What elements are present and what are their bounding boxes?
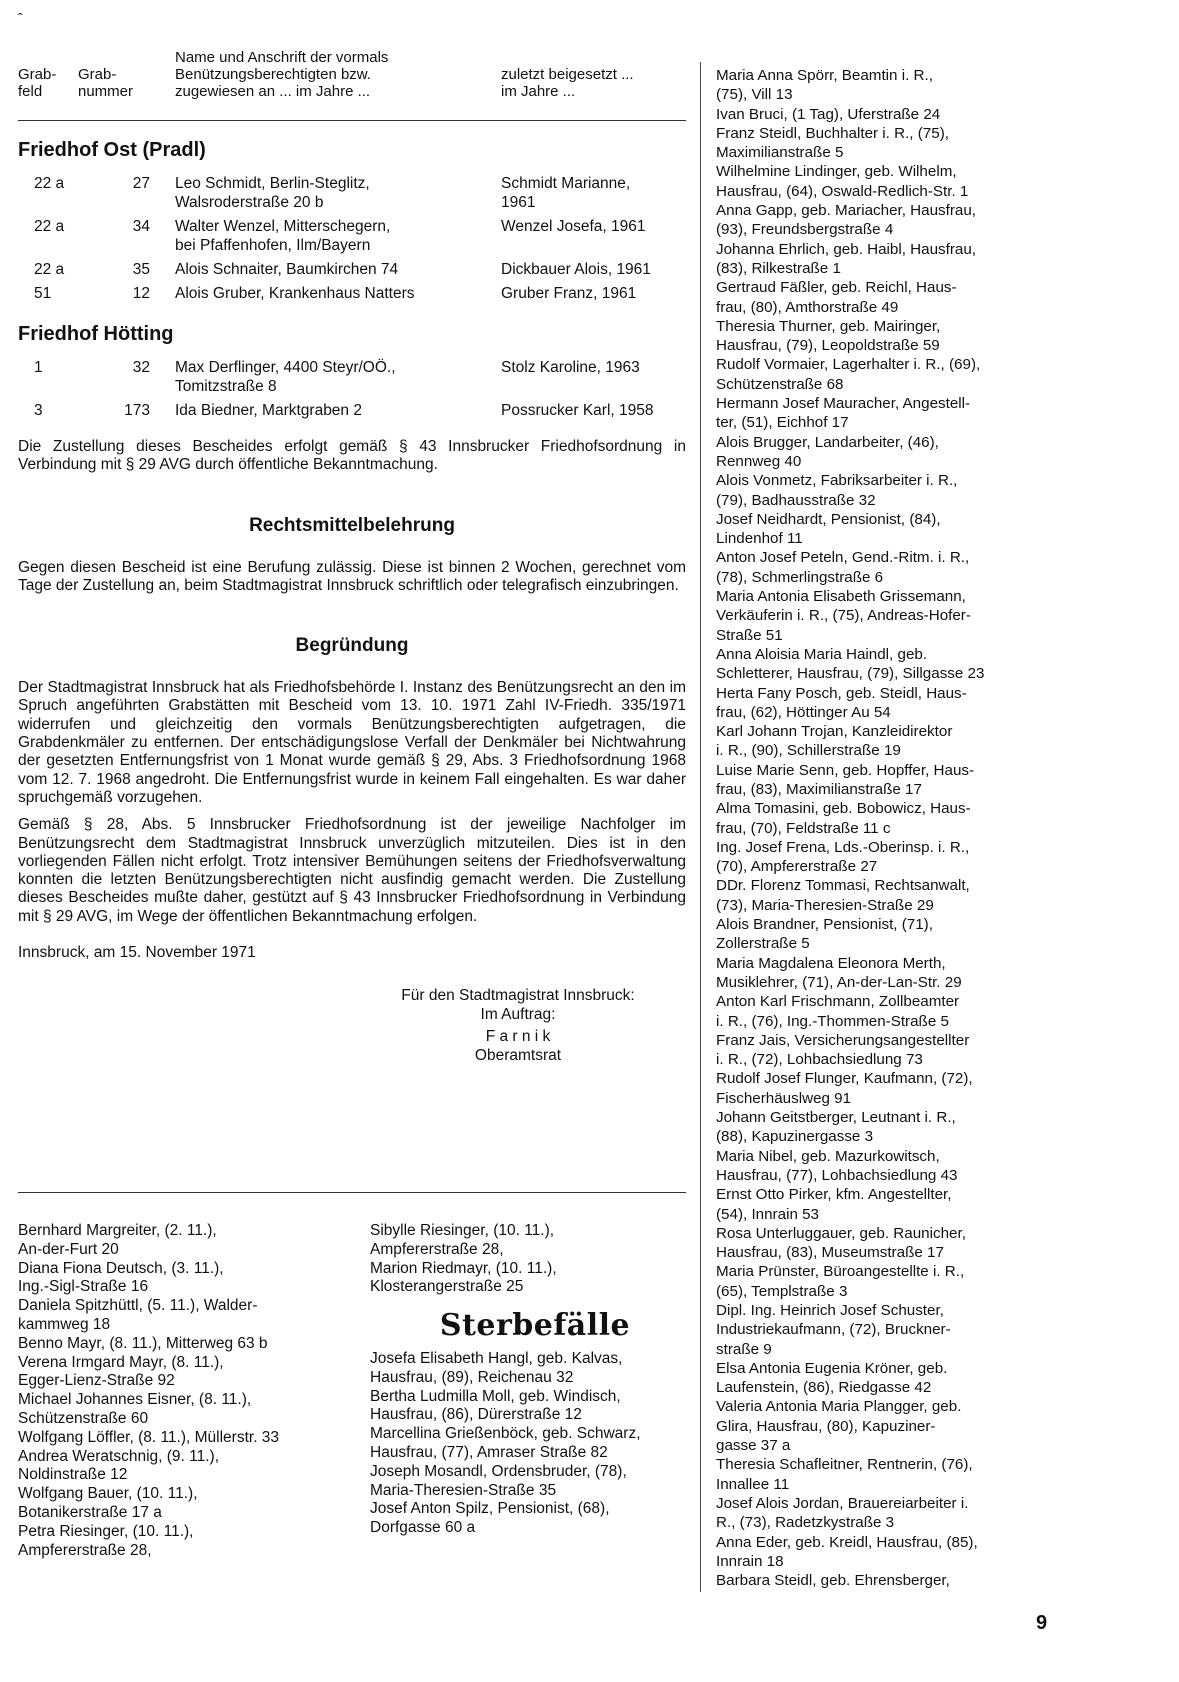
entry-line: Daniela Spitzhüttl, (5. 11.), Walder- bbox=[18, 1297, 258, 1315]
death-entry bbox=[716, 1224, 1056, 1263]
death-entry bbox=[716, 162, 1056, 201]
birth-entry bbox=[18, 1222, 338, 1260]
death-entry bbox=[716, 1108, 1056, 1147]
section-title-pradl: Friedhof Ost (Pradl) bbox=[18, 139, 206, 161]
entry-line: frau, (62), Höttinger Au 54 bbox=[716, 703, 891, 721]
entry-line: R., (73), Radetzkystraße 3 bbox=[716, 1514, 895, 1532]
entry-line: Andrea Weratschnig, (9. 11.), bbox=[18, 1447, 220, 1465]
death-entry bbox=[716, 1185, 1056, 1224]
entry-line: Noldinstraße 12 bbox=[18, 1466, 128, 1484]
begruendung-paragraph-2: Gemäß § 28, Abs. 5 Innsbrucker Friedhofsordnung ist der jeweilige Nachfolger im Benützungsrecht dem Stadtmagistrat Innsbruck unverzüglich mitzuteilen. Dies ist in den vorliegenden Fällen nicht erfolgt. Trotz intensiver Bemühungen seitens der Friedhofsverwaltung konnten die letzten Benützungsberechtigten nicht ausfindig gemacht werden. Die Zustellung dieses Bescheides mußte daher, gestützt auf § 43 Innsbrucker Friedhofsordnung in Verbindung mit § 29 AVG, im Wege der öffentlichen Bekanntmachung erfolgen. bbox=[18, 816, 686, 925]
death-entry bbox=[716, 684, 1056, 723]
entry-line: Hausfrau, (77), Amraser Straße 82 bbox=[370, 1443, 608, 1461]
grab-name-address bbox=[175, 284, 475, 303]
birth-entry bbox=[18, 1448, 338, 1486]
last-buried-line: Dickbauer Alois, 1961 bbox=[501, 261, 651, 278]
header-text: Grab- bbox=[78, 66, 117, 83]
grab-nummer: 12 bbox=[132, 285, 150, 302]
entry-line: Anton Karl Frischmann, Zollbeamter bbox=[716, 993, 960, 1011]
entry-line: (79), Badhausstraße 32 bbox=[716, 491, 876, 509]
bottom-section bbox=[18, 1192, 686, 1559]
death-entry bbox=[370, 1388, 700, 1426]
last-buried-line: Possrucker Karl, 1958 bbox=[501, 402, 654, 419]
sterbefaelle-heading: Sterbefälle bbox=[439, 1308, 631, 1344]
death-entry bbox=[716, 1031, 1056, 1070]
signature-block bbox=[368, 986, 668, 1065]
entry-line: Dorfgasse 60 a bbox=[370, 1519, 476, 1537]
entry-line: Josefa Elisabeth Hangl, geb. Kalvas, bbox=[370, 1349, 623, 1367]
entry-line: Innrain 18 bbox=[716, 1552, 784, 1570]
name-line: Alois Gruber, Krankenhaus Natters bbox=[175, 285, 415, 302]
entry-line: Diana Fiona Deutsch, (3. 11.), bbox=[18, 1259, 224, 1277]
entry-line: (88), Kapuzinergasse 3 bbox=[716, 1128, 874, 1146]
name-line: Leo Schmidt, Berlin-Steglitz, bbox=[175, 175, 370, 192]
last-buried-line: Gruber Franz, 1961 bbox=[501, 285, 637, 302]
header-text: zuletzt beigesetzt ... bbox=[501, 66, 634, 83]
death-entry bbox=[716, 278, 1056, 317]
birth-entry bbox=[370, 1222, 700, 1260]
entry-line: Maria Anna Spörr, Beamtin i. R., bbox=[716, 67, 933, 84]
death-entry bbox=[716, 799, 1056, 838]
left-column bbox=[18, 49, 686, 1065]
grab-feld: 1 bbox=[34, 359, 43, 376]
birth-entry bbox=[370, 1260, 700, 1298]
grab-feld: 51 bbox=[34, 285, 52, 302]
last-buried-line: 1961 bbox=[501, 194, 536, 211]
death-entry bbox=[716, 471, 1056, 510]
entry-line: Wilhelmine Lindinger, geb. Wilhelm, bbox=[716, 163, 957, 181]
entry-line: Verena Irmgard Mayr, (8. 11.), bbox=[18, 1353, 224, 1371]
entry-line: Rudolf Josef Flunger, Kaufmann, (72), bbox=[716, 1070, 973, 1088]
entry-line: frau, (83), Maximilianstraße 17 bbox=[716, 780, 922, 798]
header-text: Grab- bbox=[18, 66, 57, 83]
entry-line: Josef Anton Spilz, Pensionist, (68), bbox=[370, 1500, 610, 1518]
grab-name-address bbox=[175, 174, 475, 212]
entry-line: Hausfrau, (83), Museumstraße 17 bbox=[716, 1244, 944, 1262]
name-line: Walter Wenzel, Mitterschegern, bbox=[175, 218, 391, 235]
entry-line: Petra Riesinger, (10. 11.), bbox=[18, 1522, 194, 1540]
name-line: Ida Biedner, Marktgraben 2 bbox=[175, 402, 362, 419]
entry-line: Hausfrau, (86), Dürerstraße 12 bbox=[370, 1406, 582, 1424]
grave-table-hoetting bbox=[18, 358, 686, 420]
entry-line: Michael Johannes Eisner, (8. 11.), bbox=[18, 1391, 252, 1409]
header-rule bbox=[18, 120, 686, 121]
last-buried bbox=[501, 401, 691, 420]
header-text: nummer bbox=[78, 83, 134, 100]
entry-line: Luise Marie Senn, geb. Hopffer, Haus- bbox=[716, 761, 975, 779]
entry-line: Dipl. Ing. Heinrich Josef Schuster, bbox=[716, 1302, 944, 1319]
entry-line: Maria Antonia Elisabeth Grissemann, bbox=[716, 588, 966, 606]
entry-line: Bertha Ludmilla Moll, geb. Windisch, bbox=[370, 1387, 621, 1405]
entry-line: frau, (70), Feldstraße 11 c bbox=[716, 819, 891, 837]
entry-line: Hausfrau, (89), Reichenau 32 bbox=[370, 1368, 574, 1386]
death-entry bbox=[716, 201, 1056, 240]
grab-nummer: 35 bbox=[132, 261, 150, 278]
entry-line: Anna Aloisia Maria Haindl, geb. bbox=[716, 645, 928, 663]
entry-line: Anton Josef Peteln, Gend.-Ritm. i. R., bbox=[716, 549, 970, 567]
last-buried bbox=[501, 174, 691, 212]
table-row bbox=[18, 174, 686, 212]
entry-line: Musiklehrer, (71), An-der-Lan-Str. 29 bbox=[716, 973, 962, 991]
entry-line: Zollerstraße 5 bbox=[716, 935, 810, 953]
last-buried bbox=[501, 358, 691, 377]
entry-line: Marcellina Grießenböck, geb. Schwarz, bbox=[370, 1425, 641, 1443]
table-row bbox=[18, 217, 686, 255]
page-number: 9 bbox=[1036, 1612, 1048, 1634]
entry-line: (83), Rilkestraße 1 bbox=[716, 259, 841, 277]
entry-line: Alois Brandner, Pensionist, (71), bbox=[716, 916, 933, 934]
death-entry bbox=[716, 548, 1056, 587]
name-line: Alois Schnaiter, Baumkirchen 74 bbox=[175, 261, 399, 278]
entry-line: Schützenstraße 60 bbox=[18, 1409, 149, 1427]
entry-line: Ampfererstraße 28, bbox=[18, 1541, 152, 1559]
death-entry bbox=[716, 838, 1056, 877]
grab-nummer: 173 bbox=[124, 402, 150, 419]
entry-line: Hermann Josef Mauracher, Angestell- bbox=[716, 395, 971, 413]
entry-line: Rudolf Vormaier, Lagerhalter i. R., (69), bbox=[716, 356, 981, 374]
entry-line: Josef Alois Jordan, Brauereiarbeiter i. bbox=[716, 1494, 969, 1512]
entry-line: Theresia Schafleitner, Rentnerin, (76), bbox=[716, 1456, 973, 1474]
death-entry bbox=[716, 645, 1056, 684]
entry-line: Hausfrau, (64), Oswald-Redlich-Str. 1 bbox=[716, 182, 969, 200]
entry-line: Johanna Ehrlich, geb. Haibl, Hausfrau, bbox=[716, 240, 977, 258]
entry-line: Klosterangerstraße 25 bbox=[370, 1278, 524, 1296]
signature-title: Oberamtsrat bbox=[474, 1047, 562, 1065]
grab-nummer: 34 bbox=[132, 218, 150, 235]
entry-line: Innallee 11 bbox=[716, 1475, 790, 1493]
grab-nummer: 27 bbox=[132, 175, 150, 192]
grab-feld: 22 a bbox=[34, 218, 65, 235]
table-row bbox=[18, 401, 686, 420]
entry-line: kammweg 18 bbox=[18, 1315, 111, 1333]
entry-line: Franz Jais, Versicherungsangestellter bbox=[716, 1031, 970, 1049]
deaths-list-right bbox=[716, 66, 1056, 1590]
death-entry bbox=[716, 1533, 1056, 1572]
death-entry bbox=[716, 66, 1056, 105]
entry-line: Ing. Josef Frena, Lds.-Oberinsp. i. R., bbox=[716, 838, 970, 856]
grab-name-address bbox=[175, 401, 475, 420]
entry-line: Anna Gapp, geb. Mariacher, Hausfrau, bbox=[716, 202, 977, 220]
death-entry bbox=[716, 954, 1056, 993]
entry-line: Sibylle Riesinger, (10. 11.), bbox=[370, 1222, 555, 1239]
death-entry bbox=[716, 722, 1056, 761]
death-entry bbox=[370, 1425, 700, 1463]
header-text: Benützungsberechtigten bzw. bbox=[175, 66, 371, 83]
entry-line: Rosa Unterluggauer, geb. Raunicher, bbox=[716, 1224, 966, 1242]
entry-line: frau, (80), Amthorstraße 49 bbox=[716, 298, 899, 316]
death-entry bbox=[716, 1359, 1056, 1398]
rechtsmittel-paragraph: Gegen diesen Bescheid ist eine Berufung zulässig. Diese ist binnen 2 Wochen, gerechnet vom Tage der Zustellung an, beim Stadtmagistrat Innsbruck schriftlich oder telegrafisch einzubringen. bbox=[18, 558, 686, 594]
header-name bbox=[175, 49, 388, 100]
entry-line: Wolfgang Löffler, (8. 11.), Müllerstr. 33 bbox=[18, 1428, 280, 1446]
entry-line: Franz Steidl, Buchhalter i. R., (75), bbox=[716, 124, 949, 142]
death-entry bbox=[716, 1571, 1056, 1590]
entry-line: Gertraud Fäßler, geb. Reichl, Haus- bbox=[716, 279, 957, 297]
entry-line: straße 9 bbox=[716, 1340, 772, 1358]
table-row bbox=[18, 260, 686, 279]
column-divider bbox=[700, 62, 701, 1592]
death-entry bbox=[716, 1147, 1056, 1186]
entry-line: Johann Geitstberger, Leutnant i. R., bbox=[716, 1109, 956, 1127]
zustellung-paragraph: Die Zustellung dieses Bescheides erfolgt gemäß § 43 Innsbrucker Friedhofsordnung in Verbindung mit § 29 AVG durch öffentliche Bekanntmachung. bbox=[18, 438, 686, 474]
death-entry bbox=[716, 1397, 1056, 1455]
entry-line: Hausfrau, (77), Lohbachsiedlung 43 bbox=[716, 1166, 958, 1184]
signature-name: F a r n i k bbox=[485, 1028, 551, 1046]
grab-nummer: 32 bbox=[132, 359, 150, 376]
death-entry bbox=[716, 761, 1056, 800]
birth-entry bbox=[18, 1523, 338, 1561]
grab-name-address bbox=[175, 358, 475, 396]
grave-table-pradl bbox=[18, 174, 686, 303]
entry-line: Schützenstraße 68 bbox=[716, 375, 844, 393]
entry-line: Maria Prünster, Büroangestellte i. R., bbox=[716, 1263, 965, 1281]
entry-line: Alois Brugger, Landarbeiter, (46), bbox=[716, 433, 939, 451]
header-grabnummer bbox=[78, 66, 133, 100]
entry-line: Verkäuferin i. R., (75), Andreas-Hofer- bbox=[716, 607, 971, 625]
births-list-left bbox=[18, 1222, 338, 1560]
entry-line: Bernhard Margreiter, (2. 11.), bbox=[18, 1222, 217, 1239]
last-buried bbox=[501, 260, 691, 279]
entry-line: Joseph Mosandl, Ordensbruder, (78), bbox=[370, 1462, 627, 1480]
death-entry bbox=[716, 240, 1056, 279]
entry-line: Maria Magdalena Eleonora Merth, bbox=[716, 954, 946, 972]
entry-line: Ivan Bruci, (1 Tag), Uferstraße 24 bbox=[716, 105, 941, 123]
entry-line: i. R., (76), Ing.-Thommen-Straße 5 bbox=[716, 1012, 949, 1030]
section-title-hoetting: Friedhof Hötting bbox=[18, 323, 174, 345]
entry-line: ter, (51), Eichhof 17 bbox=[716, 414, 849, 432]
entry-line: (78), Schmerlingstraße 6 bbox=[716, 568, 884, 586]
entry-line: Maria Nibel, geb. Mazurkowitsch, bbox=[716, 1147, 940, 1165]
entry-line: Barbara Steidl, geb. Ehrensberger, bbox=[716, 1572, 950, 1590]
entry-line: i. R., (90), Schillerstraße 19 bbox=[716, 742, 901, 760]
entry-line: Alma Tomasini, geb. Bobowicz, Haus- bbox=[716, 800, 971, 818]
entry-line: Glira, Hausfrau, (80), Kapuziner- bbox=[716, 1417, 936, 1435]
date-line: Innsbruck, am 15. November 1971 bbox=[18, 944, 256, 962]
death-entry bbox=[370, 1350, 700, 1388]
entry-line: DDr. Florenz Tommasi, Rechtsanwalt, bbox=[716, 877, 970, 895]
death-entry bbox=[716, 394, 1056, 433]
entry-line: Lindenhof 11 bbox=[716, 530, 803, 548]
name-line: bei Pfaffenhofen, Ilm/Bayern bbox=[175, 237, 371, 254]
entry-line: (65), Templstraße 3 bbox=[716, 1282, 848, 1300]
death-entry bbox=[716, 915, 1056, 954]
entry-line: Josef Neidhardt, Pensionist, (84), bbox=[716, 510, 941, 528]
grab-name-address bbox=[175, 260, 475, 279]
death-entry bbox=[716, 1301, 1056, 1359]
birth-entry bbox=[18, 1335, 338, 1354]
entry-line: Egger-Lienz-Straße 92 bbox=[18, 1372, 175, 1390]
death-entry bbox=[716, 876, 1056, 915]
entry-line: Wolfgang Bauer, (10. 11.), bbox=[18, 1485, 198, 1503]
entry-line: Maximilianstraße 5 bbox=[716, 144, 844, 162]
death-entry bbox=[716, 1494, 1056, 1533]
entry-line: Hausfrau, (79), Leopoldstraße 59 bbox=[716, 337, 940, 355]
death-entry bbox=[370, 1500, 700, 1538]
entry-line: Alois Vonmetz, Fabriksarbeiter i. R., bbox=[716, 472, 958, 490]
entry-line: Ernst Otto Pirker, kfm. Angestellter, bbox=[716, 1186, 952, 1204]
header-grabfeld bbox=[18, 66, 56, 100]
births-list-mid bbox=[370, 1222, 700, 1297]
header-text: im Jahre ... bbox=[501, 83, 576, 100]
death-entry bbox=[716, 105, 1056, 124]
header-text: Name und Anschrift der vormals bbox=[175, 49, 389, 66]
middle-column bbox=[370, 1222, 700, 1538]
death-entry bbox=[716, 317, 1056, 356]
signature-line-1: Für den Stadtmagistrat Innsbruck: bbox=[401, 987, 635, 1005]
entry-line: Marion Riedmayr, (10. 11.), bbox=[370, 1259, 557, 1277]
birth-entry bbox=[18, 1354, 338, 1392]
birth-entry bbox=[18, 1485, 338, 1523]
last-buried-line: Schmidt Marianne, bbox=[501, 175, 631, 192]
table-header bbox=[18, 49, 686, 120]
entry-line: (73), Maria-Theresien-Straße 29 bbox=[716, 896, 934, 914]
death-entry bbox=[716, 1262, 1056, 1301]
entry-line: Maria-Theresien-Straße 35 bbox=[370, 1481, 557, 1499]
grab-feld: 3 bbox=[34, 402, 43, 419]
death-entry bbox=[716, 124, 1056, 163]
header-beigesetzt bbox=[501, 66, 634, 100]
death-entry bbox=[370, 1463, 700, 1501]
entry-line: (70), Ampfererstraße 27 bbox=[716, 858, 878, 876]
last-buried bbox=[501, 284, 691, 303]
entry-line: Theresia Thurner, geb. Mairinger, bbox=[716, 317, 941, 335]
begruendung-paragraph-1: Der Stadtmagistrat Innsbruck hat als Friedhofsbehörde I. Instanz des Benützungsrecht an den im Spruch angeführten Grabstätten mit Bescheid vom 13. 10. 1971 Zahl IV-Friedh. 335/1971 widerrufen und gleichzeitig den vormals Benützungsberechtigten aufgetragen, die Grabdenkmäler zu entfernen. Der entschädigungslose Verfall der Denkmäler bei Nichtwahrung der gesetzten Entfernungsfrist von 1 Monat wurde gemäß § 29, Abs. 3 Friedhofsordnung 1968 vom 12. 7. 1968 angedroht. Die Entfernungsfrist wurde in keinem Fall eingehalten. Es war daher spruchgemäß vorzugehen. bbox=[18, 679, 686, 806]
entry-line: Anna Eder, geb. Kreidl, Hausfrau, (85), bbox=[716, 1533, 978, 1551]
entry-line: gasse 37 a bbox=[716, 1437, 791, 1455]
rechtsmittel-heading: Rechtsmittelbelehrung bbox=[249, 514, 455, 536]
entry-line: Benno Mayr, (8. 11.), Mitterweg 63 b bbox=[18, 1334, 268, 1352]
bottom-rule bbox=[18, 1192, 686, 1193]
last-buried-line: Stolz Karoline, 1963 bbox=[501, 359, 640, 376]
name-line: Tomitzstraße 8 bbox=[175, 378, 277, 395]
grab-name-address bbox=[175, 217, 475, 255]
deaths-list-mid bbox=[370, 1350, 700, 1538]
grab-feld: 22 a bbox=[34, 261, 65, 278]
grab-feld: 22 a bbox=[34, 175, 65, 192]
entry-line: i. R., (72), Lohbachsiedlung 73 bbox=[716, 1051, 923, 1069]
name-line: Max Derflinger, 4400 Steyr/OÖ., bbox=[175, 359, 396, 376]
table-row bbox=[18, 284, 686, 303]
death-entry bbox=[716, 1455, 1056, 1494]
table-row bbox=[18, 358, 686, 396]
last-buried-line: Wenzel Josefa, 1961 bbox=[501, 218, 646, 235]
entry-line: (75), Vill 13 bbox=[716, 86, 793, 104]
entry-line: Herta Fany Posch, geb. Steidl, Haus- bbox=[716, 684, 967, 702]
header-text: zugewiesen an ... im Jahre ... bbox=[175, 83, 371, 100]
entry-line: An-der-Furt 20 bbox=[18, 1240, 119, 1258]
last-buried bbox=[501, 217, 691, 236]
death-entry bbox=[716, 433, 1056, 472]
entry-line: Ampfererstraße 28, bbox=[370, 1240, 504, 1258]
death-entry bbox=[716, 1069, 1056, 1108]
entry-line: Fischerhäuslweg 91 bbox=[716, 1089, 852, 1107]
entry-line: Straße 51 bbox=[716, 626, 783, 644]
entry-line: (54), Innrain 53 bbox=[716, 1205, 819, 1223]
entry-line: Industriekaufmann, (72), Bruckner- bbox=[716, 1321, 951, 1339]
birth-entry bbox=[18, 1429, 338, 1448]
entry-line: Schletterer, Hausfrau, (79), Sillgasse 23 bbox=[716, 665, 985, 683]
entry-line: Laufenstein, (86), Riedgasse 42 bbox=[716, 1379, 932, 1397]
entry-line: Ing.-Sigl-Straße 16 bbox=[18, 1278, 149, 1296]
entry-line: Karl Johann Trojan, Kanzleidirektor bbox=[716, 723, 953, 741]
entry-line: Valeria Antonia Maria Plangger, geb. bbox=[716, 1398, 962, 1416]
death-entry bbox=[716, 992, 1056, 1031]
death-entry bbox=[716, 355, 1056, 394]
name-line: Walsroderstraße 20 b bbox=[175, 194, 324, 211]
corner-mark: ˆ bbox=[18, 10, 23, 26]
entry-line: Botanikerstraße 17 a bbox=[18, 1503, 162, 1521]
birth-entry bbox=[18, 1391, 338, 1429]
death-entry bbox=[716, 510, 1056, 549]
entry-line: (93), Freundsbergstraße 4 bbox=[716, 221, 894, 239]
birth-entry bbox=[18, 1260, 338, 1298]
signature-line-2: Im Auftrag: bbox=[480, 1006, 556, 1024]
birth-entry bbox=[18, 1297, 338, 1335]
entry-line: Elsa Antonia Eugenia Kröner, geb. bbox=[716, 1359, 948, 1377]
header-text: feld bbox=[18, 83, 43, 100]
death-entry bbox=[716, 587, 1056, 645]
begruendung-heading: Begründung bbox=[295, 635, 409, 657]
entry-line: Rennweg 40 bbox=[716, 452, 802, 470]
